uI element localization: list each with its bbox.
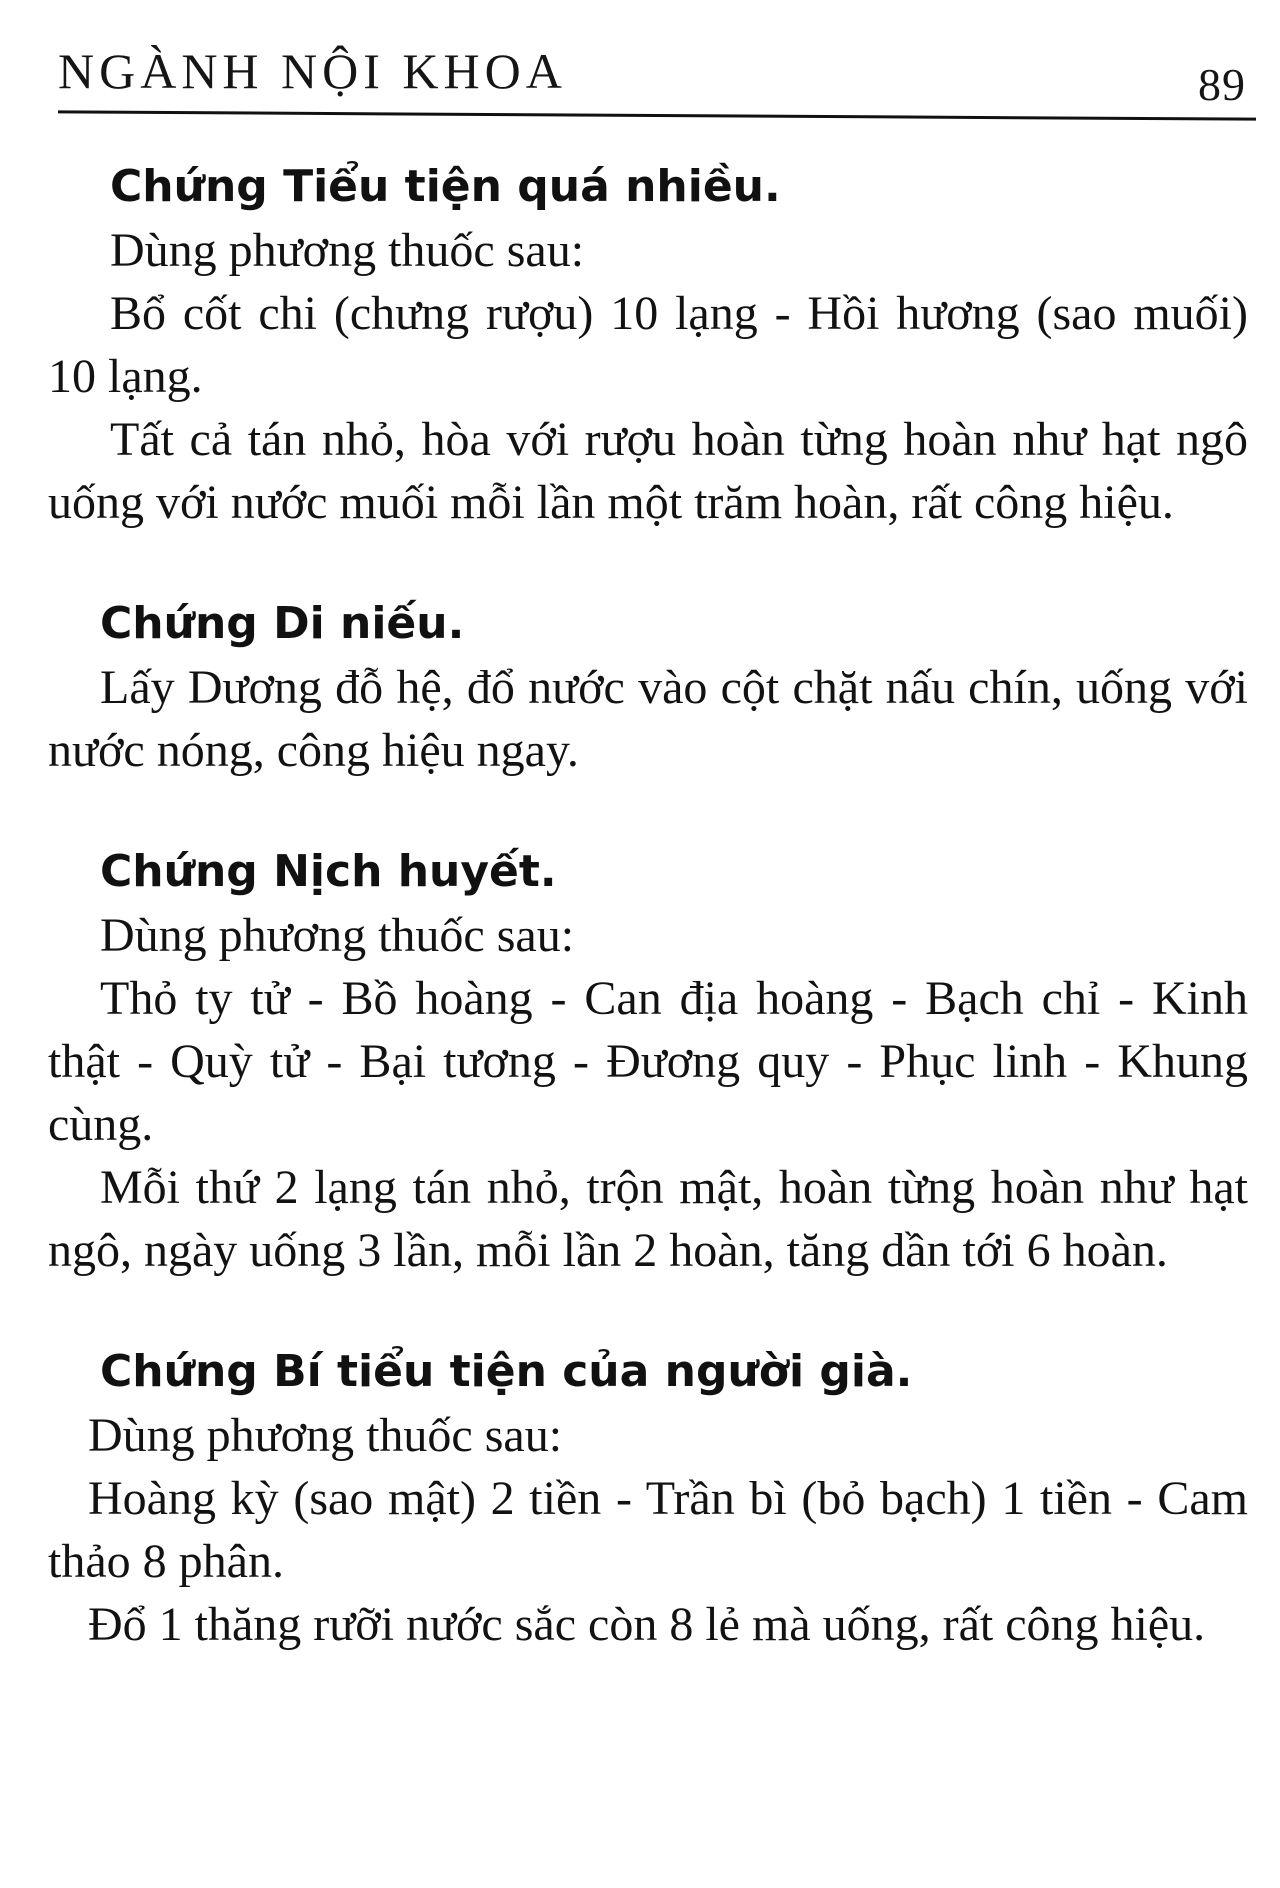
section-nich-huyet [48, 840, 1248, 1282]
section-heading: Chứng Bí tiểu tiện của người già. [100, 1346, 913, 1397]
paragraph: Lấy Dương đỗ hệ, đổ nước vào cột chặt nấu chín, uống với nước nóng, công hiệu ngay. [48, 661, 1248, 777]
paragraph: Dùng phương thuốc sau: [110, 224, 585, 277]
paragraph: Bổ cốt chi (chưng rượu) 10 lạng - Hồi hương (sao muối) 10 lạng. [48, 287, 1248, 403]
section-heading: Chứng Nịch huyết. [100, 846, 557, 897]
paragraph: Thỏ ty tử - Bồ hoàng - Can địa hoàng - Bạch chỉ - Kinh thật - Quỳ tử - Bại tương - Đương quy - Phục linh - Khung cùng. [48, 972, 1248, 1151]
section-tieu-tien-qua-nhieu [48, 155, 1248, 534]
page-body [48, 155, 1248, 1714]
page-header [58, 30, 1256, 118]
section-heading: Chứng Di niếu. [100, 598, 465, 649]
section-bi-tieu-tien-nguoi-gia [48, 1340, 1248, 1656]
section-heading: Chứng Tiểu tiện quá nhiều. [110, 161, 781, 212]
paragraph: Đổ 1 thăng rưỡi nước sắc còn 8 lẻ mà uống, rất công hiệu. [88, 1598, 1206, 1651]
section-di-nieu [48, 592, 1248, 782]
paragraph: Mỗi thứ 2 lạng tán nhỏ, trộn mật, hoàn từng hoàn như hạt ngô, ngày uống 3 lần, mỗi lần 2 hoàn, tăng dần tới 6 hoàn. [48, 1161, 1248, 1277]
paragraph: Dùng phương thuốc sau: [88, 1409, 563, 1462]
header-rule [58, 110, 1256, 120]
running-head: NGÀNH NỘI KHOA [58, 43, 567, 99]
page-number: 89 [1198, 59, 1246, 110]
paragraph: Dùng phương thuốc sau: [100, 909, 575, 962]
paragraph: Hoàng kỳ (sao mật) 2 tiền - Trần bì (bỏ bạch) 1 tiền - Cam thảo 8 phân. [48, 1472, 1248, 1588]
paragraph: Tất cả tán nhỏ, hòa với rượu hoàn từng hoàn như hạt ngô uống với nước muối mỗi lần một trăm hoàn, rất công hiệu. [48, 413, 1248, 529]
